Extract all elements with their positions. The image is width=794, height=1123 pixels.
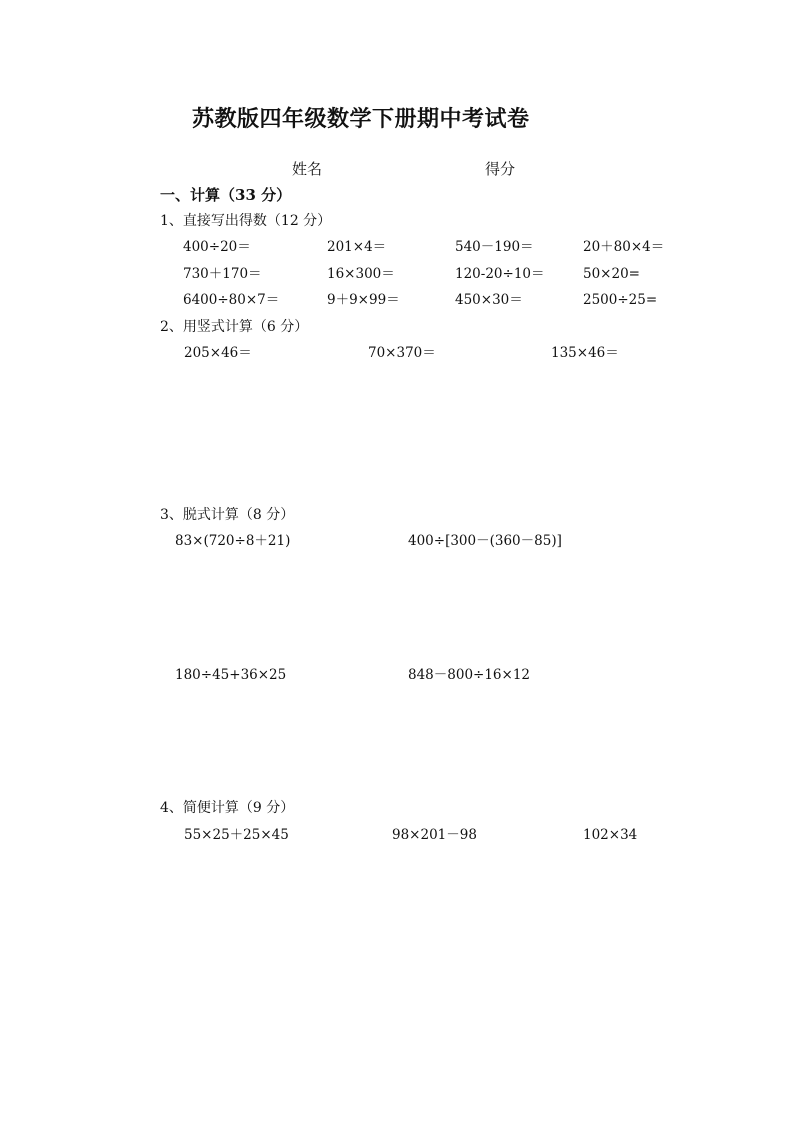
q3-expression: 848－800÷16×12 [408,667,531,683]
q1-expression: 540－190＝ [455,239,534,255]
q1-expression: 120-20÷10＝ [455,266,545,282]
q2-expression: 70×370＝ [368,345,436,361]
q1-expression: 20＋80×4＝ [583,239,665,255]
q4-expression: 98×201－98 [392,827,477,843]
score-label: 得分 [485,160,516,178]
page-title: 苏教版四年级数学下册期中考试卷 [192,106,530,132]
q1-expression: 16×300＝ [327,266,395,282]
q4-expression: 102×34 [583,827,638,843]
question-3-heading: 3、脱式计算（8 分） [160,507,295,523]
question-1-heading: 1、直接写出得数（12 分） [160,213,332,229]
q1-expression: 2500÷25= [583,292,658,308]
q1-expression: 9＋9×99＝ [327,292,400,308]
name-label: 姓名 [292,160,323,178]
q1-expression: 730＋170＝ [183,266,262,282]
q1-expression: 201×4＝ [327,239,387,255]
q1-expression: 50×20= [583,266,640,282]
q2-expression: 135×46＝ [551,345,619,361]
q1-expression: 400÷20＝ [183,239,251,255]
q1-expression: 450×30＝ [455,292,523,308]
q4-expression: 55×25＋25×45 [184,827,289,843]
question-2-heading: 2、用竖式计算（6 分） [160,319,309,335]
q1-expression: 6400÷80×7＝ [183,292,280,308]
q2-expression: 205×46＝ [184,345,252,361]
q3-expression: 83×(720÷8＋21) [175,533,291,549]
q3-expression: 400÷[300－(360－85)] [408,533,562,549]
section-heading-calculation: 一、计算（33 分） [160,186,292,204]
q3-expression: 180÷45+36×25 [175,667,287,683]
question-4-heading: 4、简便计算（9 分） [160,800,295,816]
